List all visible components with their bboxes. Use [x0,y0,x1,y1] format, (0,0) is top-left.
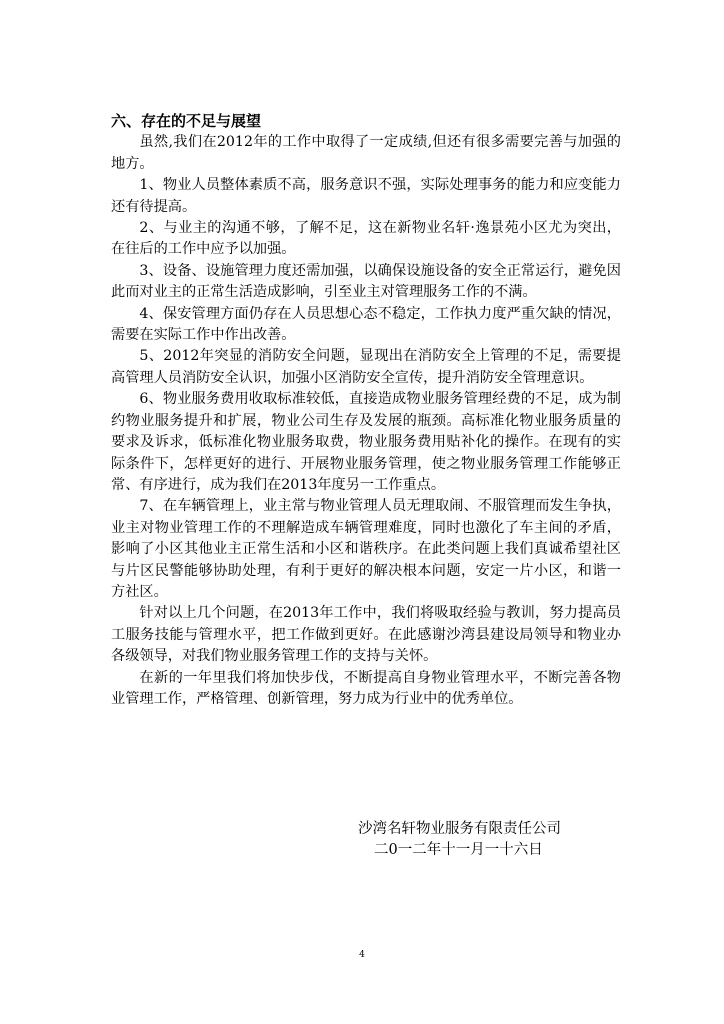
paragraph-item-4: 4、保安管理方面仍存在人员思想心态不稳定，工作执力度严重欠缺的情况，需要在实际工作中作出改善。 [111,305,621,344]
document-body [111,111,621,710]
paragraph-item-3: 3、设备、设施管理力度还需加强，以确保设施设备的安全正常运行，避免因此而对业主的正常生活造成影响，引至业主对管理服务工作的不满。 [111,262,621,301]
paragraph-item-7: 7、在车辆管理上，业主常与物业管理人员无理取闹、不服管理而发生争执，业主对物业管理工作的不理解造成车辆管理难度，同时也激化了车主间的矛盾，影响了小区其他业主正常生活和小区和谐秩序。在此类问题上我们真诚希望社区与片区民警能够协助处理，有利于更好的解决根本问题，安定一片小区，和谐一方社区。 [111,498,621,600]
signature-date: 二0一二年十一月一十六日 [374,842,543,859]
paragraph-item-2: 2、与业主的沟通不够，了解不足，这在新物业名轩·逸景苑小区尤为突出，在往后的工作中应予以加强。 [111,220,621,258]
signature-block [340,819,620,862]
paragraph-closing: 在新的一年里我们将加快步伐，不断提高自身物业管理水平，不断完善各物业管理工作，严格管理、创新管理，努力成为行业中的优秀单位。 [111,669,621,707]
signature-company: 沙湾名轩物业服务有限责任公司 [358,821,561,837]
section-heading: 六、存在的不足与展望 [111,112,262,130]
paragraph-item-5: 5、2012年突显的消防安全问题，显现出在消防安全上管理的不足，需要提高管理人员消防安全认识，加强小区消防安全宣传，提升消防安全管理意识。 [111,348,621,386]
paragraph-item-6: 6、物业服务费用收取标准较低，直接造成物业服务管理经费的不足，成为制约物业服务提升和扩展，物业公司生存及发展的瓶颈。高标准化物业服务质量的要求及诉求，低标准化物业服务取费，物业服务费用贴补化的操作。在现有的实际条件下，怎样更好的进行、开展物业服务管理，使之物业服务管理工作能够正常、有序进行，成为我们在2013年度另一工作重点。 [111,391,621,493]
paragraph-summary: 针对以上几个问题，在2013年工作中，我们将吸取经验与教训，努力提高员工服务技能与管理水平，把工作做到更好。在此感谢沙湾县建设局领导和物业办各级领导，对我们物业服务管理工作的支持与关怀。 [111,605,621,665]
paragraph-item-1: 1、物业人员整体素质不高，服务意识不强，实际处理事务的能力和应变能力还有待提高。 [111,177,621,215]
paragraph-intro: 虽然,我们在2012年的工作中取得了一定成绩,但还有很多需要完善与加强的地方。 [111,134,621,172]
page-number: 4 [359,950,365,960]
